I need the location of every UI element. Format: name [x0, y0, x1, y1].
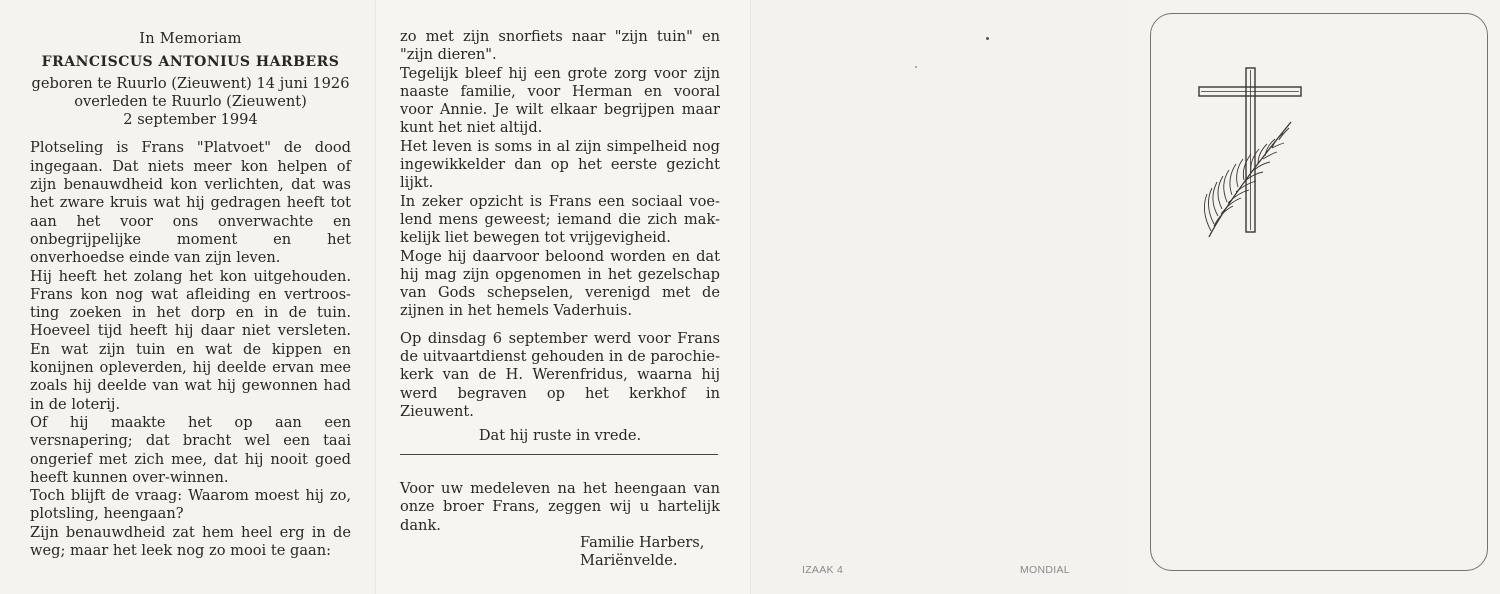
closing-line: Dat hij ruste in vrede.: [478, 427, 642, 445]
paragraph: Of hij maakte het op aan een versnapering; dat bracht wel een taai ongerief met zich mee, dat hij nooit goed heeft kunnen over-winnen.: [30, 413, 351, 486]
family-signature: [580, 534, 704, 571]
signature-line-2: Mariënvelde.: [580, 552, 678, 570]
cross-with-palm-icon: [1195, 66, 1310, 241]
death-line: overleden te Ruurlo (Zieuwent): [74, 92, 307, 110]
paper-speck: [986, 37, 989, 40]
birth-line: geboren te Ruurlo (Zieuwent) 14 juni 1926: [31, 74, 350, 92]
memorial-text-column-1: [30, 28, 351, 560]
memorial-title: In Memoriam: [139, 30, 242, 47]
memorial-body-1: [30, 139, 351, 560]
publisher-mark: MONDIAL: [1020, 564, 1070, 576]
memorial-body-2: [400, 28, 720, 446]
thanks-paragraph: Voor uw medeleven na het heengaan van onze broer Frans, zeggen wij u hartelijk dank.: [400, 480, 720, 534]
paragraph: Moge hij daarvoor beloond worden en dat hij mag zijn opgenomen in het gezelschap van Gods schepselen, verenigd met de zijnen in het hemels Vaderhuis.: [400, 247, 720, 320]
deceased-name: FRANCISCUS ANTONIUS HARBERS: [41, 54, 340, 71]
paragraph: In zeker opzicht is Frans een sociaal voe-lend mens geweest; iemand die zich mak-kelijk liet bewegen tot vrijgevigheid.: [400, 192, 720, 247]
signature-line-1: Familie Harbers,: [580, 534, 705, 551]
paper-speck: [915, 66, 917, 68]
memorial-text-column-2: [400, 28, 720, 446]
paragraph: Zijn benauwdheid zat hem heel erg in de weg; maar het leek nog zo mooi te gaan:: [30, 523, 351, 560]
divider-rule: [400, 454, 718, 455]
death-date: 2 september 1994: [123, 111, 258, 129]
paragraph: Het leven is soms in al zijn simpelheid nog ingewikkelder dan op het eerste gezicht lijkt.: [400, 137, 720, 192]
paragraph: zo met zijn snorfiets naar "zijn tuin" en "zijn dieren".: [400, 28, 720, 64]
thanks-text: [400, 480, 720, 535]
paragraph: Hij heeft het zolang het kon uitgehouden. Frans kon nog wat afleiding en vertroos-ting zoeken in het dorp en in de tuin. Hoeveel tijd heeft hij daar niet versleten. En wat zijn tuin en wat de kippen en konijnen opleverden, hij deelde ervan mee zoals hij deelde van wat hij gewonnen had in de loterij.: [30, 267, 351, 413]
paragraph: Tegelijk bleef hij een grote zorg voor zijn naaste familie, voor Herman en vooral voor Annie. Je wilt elkaar begrijpen maar kunt het niet altijd.: [400, 64, 720, 137]
paragraph: Plotseling is Frans "Platvoet" de dood ingegaan. Dat niets meer kon helpen of zijn benauwdheid kon verlichten, dat was het zware kruis wat hij gedragen heeft tot aan het voor ons onverwachte en onbegrijpelijke moment en het onverhoedse einde van zijn leven.: [30, 139, 351, 267]
paragraph: Toch blijft de vraag: Waarom moest hij zo, plotsling, heengaan?: [30, 487, 351, 523]
print-code: IZAAK 4: [802, 564, 844, 576]
life-dates: [30, 75, 351, 130]
card-panel-blank: [750, 0, 1128, 594]
funeral-paragraph: Op dinsdag 6 september werd voor Frans de uitvaartdienst gehouden in de parochie-kerk van de H. Werenfridus, waarna hij werd begraven op het kerkhof in Zieuwent.: [400, 329, 720, 420]
